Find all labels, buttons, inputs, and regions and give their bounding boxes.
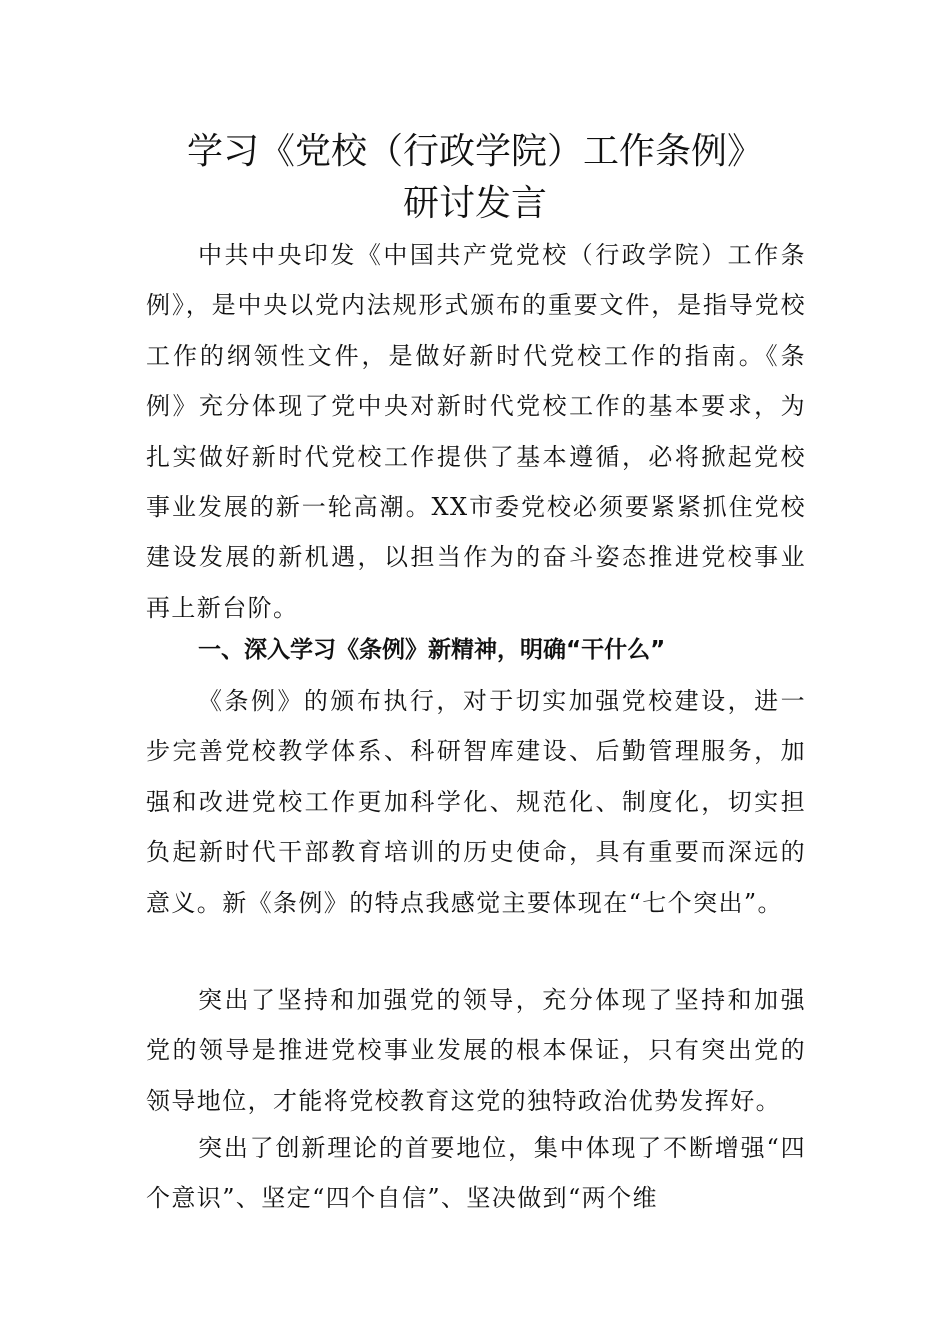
document-title-line-1: 学习《党校（行政学院）工作条例》 <box>186 131 763 172</box>
paragraph-intro: 中共中央印发《中国共产党党校（行政学院）工作条例》，是中央以党内法规形式颁布的重要文件，是指导党校工作的纲领性文件，是做好新时代党校工作的指南。《条例》充分体现了党中央对新时代党校工作的基本要求，为扎实做好新时代党校工作提供了基本遵循，必将掀起党校事业发展的新一轮高潮。XX市委党校必须要紧紧抓住党校建设发展的新机遇，以担当作为的奋斗姿态推进党校事业再上新台阶。 <box>146 241 806 622</box>
paragraph-section1-body: 《条例》的颁布执行，对于切实加强党校建设，进一步完善党校教学体系、科研智库建设、后勤管理服务，加强和改进党校工作更加科学化、规范化、制度化，切实担负起新时代干部教育培训的历史使命，具有重要而深远的意义。新《条例》的特点我感觉主要体现在“七个突出”。 <box>146 687 806 917</box>
paragraph-innovative-theory: 突出了创新理论的首要地位，集中体现了不断增强“四个意识”、坚定“四个自信”、坚决做到“两个维 <box>146 1134 806 1213</box>
section-heading-1: 一、深入学习《条例》新精神，明确“干什么” <box>198 637 666 663</box>
paragraph-party-leadership: 突出了坚持和加强党的领导，充分体现了坚持和加强党的领导是推进党校事业发展的根本保证，只有突出党的领导地位，才能将党校教育这党的独特政治优势发挥好。 <box>146 986 806 1115</box>
document-title-line-2: 研讨发言 <box>402 183 547 224</box>
